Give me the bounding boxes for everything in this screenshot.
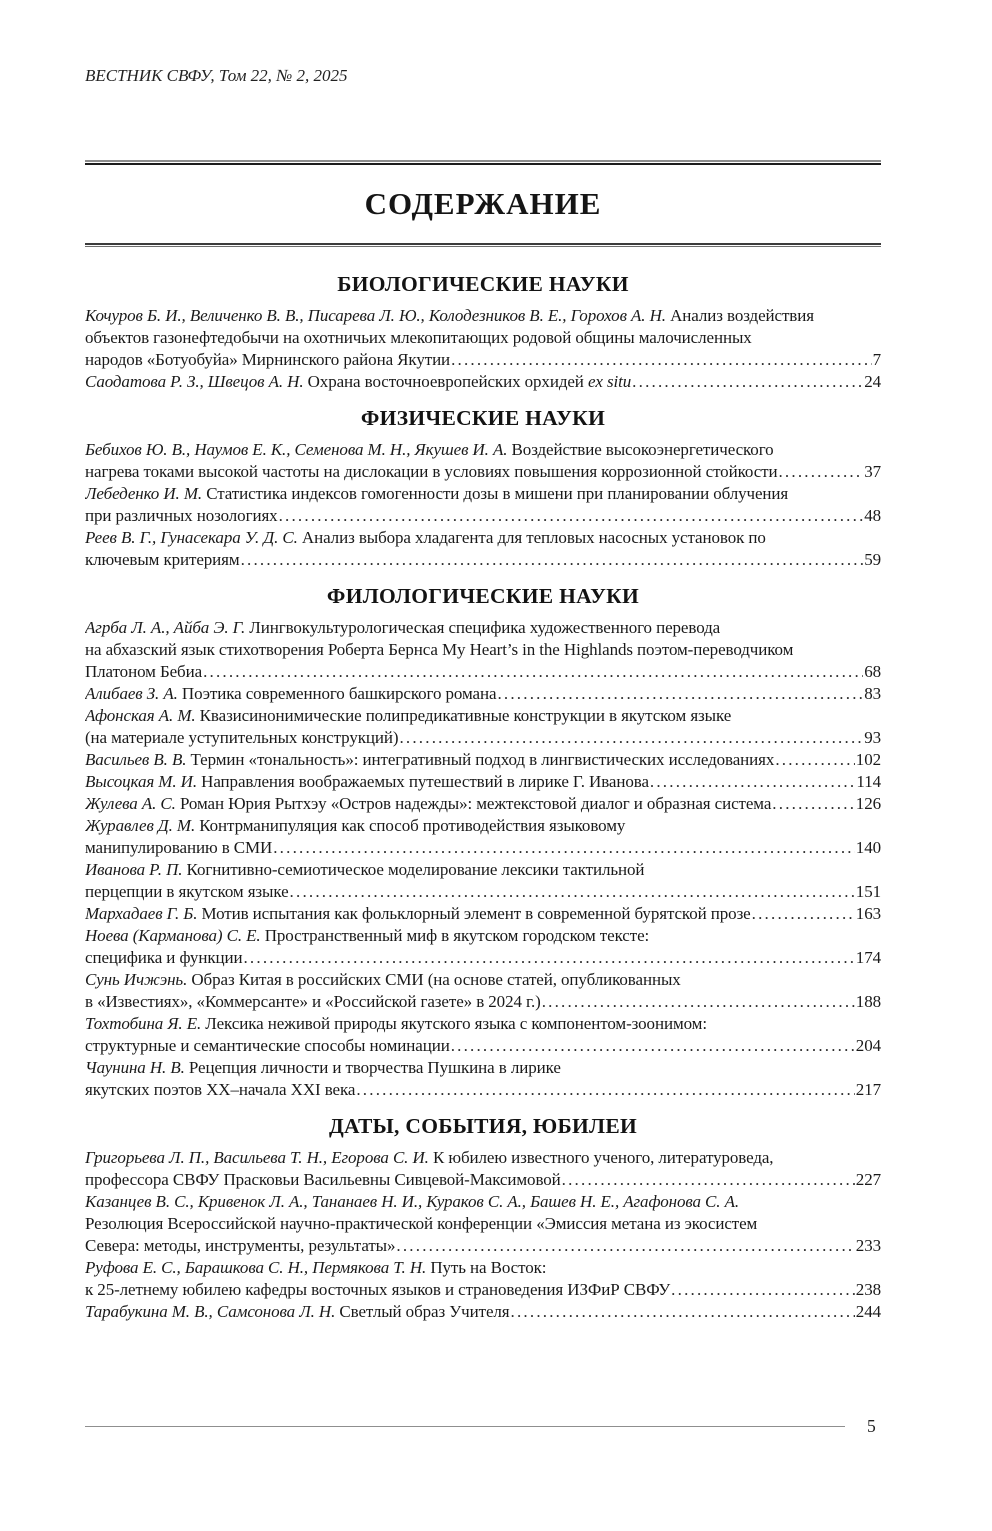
toc-title-text: (на материале уступительных конструкций) — [85, 728, 399, 747]
dot-leader — [399, 727, 863, 749]
toc-title-text: Лингвокультурологическая специфика художественного перевода — [245, 618, 721, 637]
toc-entry-text — [85, 816, 625, 835]
toc-authors: Алибаев З. А. — [85, 684, 178, 703]
toc-entry — [85, 793, 881, 815]
toc-entry-text — [85, 881, 289, 903]
double-rule — [85, 160, 881, 165]
toc-entry — [85, 483, 881, 527]
toc-entry-line — [85, 527, 881, 549]
toc-entry-text — [85, 1058, 561, 1077]
toc-authors: Тарабукина М. В., Самсонова Л. Н. — [85, 1302, 336, 1321]
toc-entry — [85, 527, 881, 571]
toc-entry-line — [85, 1013, 881, 1035]
dot-leader — [243, 947, 854, 969]
toc-entry-line — [85, 793, 881, 815]
toc-entry-text — [85, 328, 752, 347]
toc-entry-text — [85, 349, 450, 371]
toc-page-number: 204 — [855, 1036, 881, 1055]
toc-entry-line — [85, 639, 881, 661]
dot-leader — [241, 549, 864, 571]
toc-title-text: в «Известиях», «Коммерсанте» и «Российской газете» в 2024 г.) — [85, 992, 541, 1011]
toc-entry-line — [85, 305, 881, 327]
toc-authors: Ноева (Карманова) С. Е. — [85, 926, 261, 945]
toc-authors: Иванова Р. П. — [85, 860, 183, 879]
toc-entry-line — [85, 925, 881, 947]
toc-entry-text — [85, 837, 272, 859]
toc-entry — [85, 705, 881, 749]
toc-entry-line — [85, 483, 881, 505]
toc-page-number: 233 — [855, 1236, 881, 1255]
toc-entry-text — [85, 661, 202, 683]
toc-page-number: 238 — [855, 1280, 881, 1299]
toc-title-text: к 25-летнему юбилею кафедры восточных языков и страноведения ИЗФиР СВФУ — [85, 1280, 671, 1299]
toc-entry-text — [85, 1235, 395, 1257]
toc-page-number: 59 — [864, 550, 881, 569]
toc-title-text: профессора СВФУ Прасковьи Васильевны Сивцевой-Максимовой — [85, 1170, 561, 1189]
dot-leader — [562, 1169, 855, 1191]
toc-title-text: якутских поэтов ХХ–начала XXI века — [85, 1080, 356, 1099]
toc-entry-line — [85, 1147, 881, 1169]
toc-entry-text — [85, 771, 649, 793]
toc-title-text: Мотив испытания как фольклорный элемент в современной бурятской прозе — [197, 904, 751, 923]
toc-entry — [85, 925, 881, 969]
toc-title-text: Образ Китая в российских СМИ (на основе статей, опубликованных — [187, 970, 681, 989]
toc-entry-line — [85, 815, 881, 837]
toc-page-number: 7 — [872, 350, 881, 369]
toc-entry-line — [85, 1057, 881, 1079]
toc-entry-text — [85, 683, 496, 705]
page-content — [85, 0, 881, 1323]
toc-entry-line — [85, 881, 881, 903]
toc-title-text: структурные и семантические способы номинации — [85, 1036, 450, 1055]
toc-authors: Григорьева Л. П., Васильева Т. Н., Егорова С. И. — [85, 1148, 429, 1167]
toc-title-text: Роман Юрия Рытхэу «Остров надежды»: межтекстовой диалог и образная система — [175, 794, 772, 813]
toc-page-number: 68 — [864, 662, 881, 681]
toc-authors: Саодатова Р. З., Швецов А. Н. — [85, 372, 304, 391]
dot-leader — [290, 881, 855, 903]
toc-title-text: Лексика неживой природы якутского языка с компонентом-зоонимом: — [201, 1014, 707, 1033]
toc-entry — [85, 771, 881, 793]
toc-entry-text — [85, 970, 681, 989]
toc-title-text: Когнитивно-семиотическое моделирование лексики тактильной — [182, 860, 645, 879]
toc-entry-text — [85, 461, 777, 483]
toc-entry-text — [85, 640, 793, 659]
toc-entry-line — [85, 1235, 881, 1257]
toc-entry-line — [85, 859, 881, 881]
dot-leader — [279, 505, 864, 527]
toc-title-text: Поэтика современного башкирского романа — [177, 684, 497, 703]
toc-entry-text — [85, 484, 788, 503]
toc-entry-text — [85, 440, 774, 459]
toc-entry-line — [85, 1279, 881, 1301]
toc-page-number: 140 — [855, 838, 881, 857]
dot-leader — [752, 903, 855, 925]
toc-entry — [85, 305, 881, 371]
toc-entry-line — [85, 705, 881, 727]
toc-entry-line — [85, 1035, 881, 1057]
toc-entry-text — [85, 1192, 739, 1211]
toc-entry — [85, 617, 881, 683]
toc-entry-text — [85, 1079, 355, 1101]
toc-authors: Васильев В. В. — [85, 750, 187, 769]
toc-entry-line — [85, 771, 881, 793]
toc-page-number: 163 — [855, 904, 881, 923]
toc-entry-line — [85, 1169, 881, 1191]
toc-page-number: 114 — [856, 772, 881, 791]
dot-leader — [542, 991, 855, 1013]
toc-title-text: Анализ воздействия — [665, 306, 814, 325]
toc-entry-line — [85, 461, 881, 483]
dot-leader — [511, 1301, 855, 1323]
toc-entry-text — [85, 306, 814, 325]
toc-title-text: ключевым критериям — [85, 550, 240, 569]
toc-entry — [85, 1257, 881, 1301]
toc-title-text: Анализ выбора хладагента для тепловых насосных установок по — [297, 528, 766, 547]
toc-title-text: Севера: методы, инструменты, результаты» — [85, 1236, 396, 1255]
toc-entry-text — [85, 947, 242, 969]
toc-title-text: Контрманипуляция как способ противодействия языковому — [195, 816, 626, 835]
toc-entry-line — [85, 749, 881, 771]
toc-authors: Казанцев В. С., Кривенок Л. А., Тананаев Н. И., Кураков С. А., Башев Н. Е., Агафонова С. А. — [85, 1192, 740, 1211]
toc-entry-text — [85, 1148, 773, 1167]
dot-leader — [451, 349, 872, 371]
toc-entry — [85, 815, 881, 859]
dot-leader — [775, 749, 854, 771]
dot-leader — [273, 837, 855, 859]
toc-page-number: 227 — [855, 1170, 881, 1189]
toc-entry-text — [85, 749, 774, 771]
toc-page-number: 48 — [864, 506, 881, 525]
dot-leader — [451, 1035, 855, 1057]
toc-entry-line — [85, 969, 881, 991]
toc-title-text: Резолюция Всероссийской научно-практической конференции «Эмиссия метана из экосистем — [85, 1214, 758, 1233]
toc-title-text: Термин «тональность»: интегративный подход в лингвистических исследованиях — [186, 750, 775, 769]
toc-entry-text — [85, 371, 631, 393]
toc-entry — [85, 371, 881, 393]
toc-title-text: манипулированию в СМИ — [85, 838, 273, 857]
toc-entry-text — [85, 706, 731, 725]
dot-leader — [356, 1079, 854, 1101]
toc-entry-text — [85, 505, 278, 527]
toc-authors: Жулева А. С. — [85, 794, 176, 813]
toc-page-number: 151 — [855, 882, 881, 901]
toc-entry-text — [85, 1279, 670, 1301]
toc-title-text: Статистика индексов гомогенности дозы в мишени при планировании облучения — [202, 484, 789, 503]
toc-title-text: Направления воображаемых путешествий в лирике Г. Иванова — [197, 772, 649, 791]
toc-entry-text — [85, 1214, 757, 1233]
toc-title-text: Пространственный миф в якутском городском тексте: — [260, 926, 650, 945]
toc-page-number: 93 — [864, 728, 881, 747]
toc-entry-line — [85, 1191, 881, 1213]
toc-entry-line — [85, 349, 881, 371]
toc-title-text: нагрева токами высокой частоты на дислокации в условиях повышения коррозионной стойкости — [85, 462, 778, 481]
toc-entry — [85, 439, 881, 483]
dot-leader — [497, 683, 863, 705]
toc-entry-line — [85, 1213, 881, 1235]
toc-entry-line — [85, 683, 881, 705]
toc-authors: Бебихов Ю. В., Наумов Е. К., Семенова М. Н., Якушев И. А. — [85, 440, 508, 459]
toc-entry — [85, 1057, 881, 1101]
toc-entry-text — [85, 618, 720, 637]
toc-entry-text — [85, 903, 751, 925]
toc-entry — [85, 969, 881, 1013]
page-footer — [85, 1416, 881, 1437]
toc-authors: Тохтобина Я. Е. — [85, 1014, 202, 1033]
toc-title-text: К юбилею известного ученого, литературоведа, — [428, 1148, 774, 1167]
toc-authors: Сунь Ичжэнь. — [85, 970, 188, 989]
toc-entry-text — [85, 1169, 561, 1191]
toc-entry-line — [85, 505, 881, 527]
toc-authors: ex situ — [587, 372, 632, 391]
dot-leader — [778, 461, 863, 483]
toc-authors: Мархадаев Г. Б. — [85, 904, 198, 923]
toc-entry-line — [85, 947, 881, 969]
section-heading: ФИЛОЛОГИЧЕСКИЕ НАУКИ — [326, 584, 640, 608]
toc-title-text: народов «Ботуобуйа» Мирнинского района Якутии — [85, 350, 451, 369]
toc-entry-line — [85, 837, 881, 859]
toc-entry — [85, 1191, 881, 1257]
toc-entry-text — [85, 1301, 510, 1323]
single-rule — [85, 243, 881, 247]
section-heading: ФИЗИЧЕСКИЕ НАУКИ — [360, 406, 606, 430]
toc-title-text: Воздействие высокоэнергетического — [507, 440, 774, 459]
toc-title-text: при различных нозологиях — [85, 506, 278, 525]
toc-title-text: Путь на Восток: — [426, 1258, 547, 1277]
toc-entry — [85, 859, 881, 903]
toc-page-number: 188 — [855, 992, 881, 1011]
dot-leader — [650, 771, 856, 793]
toc-title-text: Квазисинонимические полипредикативные конструкции в якутском языке — [195, 706, 732, 725]
toc-title-text: Светлый образ Учителя — [335, 1302, 510, 1321]
dot-leader — [203, 661, 863, 683]
section-heading: ДАТЫ, СОБЫТИЯ, ЮБИЛЕИ — [328, 1114, 638, 1138]
toc-entry-line — [85, 903, 881, 925]
toc-entry-line — [85, 1257, 881, 1279]
toc-page-number: 24 — [864, 372, 881, 391]
toc-entry-line — [85, 327, 881, 349]
toc-entry-text — [85, 1258, 546, 1277]
toc-entry — [85, 903, 881, 925]
toc-page-number: 217 — [855, 1080, 881, 1099]
toc-page-number: 102 — [855, 750, 881, 769]
section-heading: БИОЛОГИЧЕСКИЕ НАУКИ — [337, 272, 629, 296]
dot-leader — [671, 1279, 855, 1301]
toc-page-number: 174 — [855, 948, 881, 967]
toc-page-number: 37 — [864, 462, 881, 481]
toc-title-text: Охрана восточноевропейских орхидей — [303, 372, 588, 391]
toc-title-text: на абхазский язык стихотворения Роберта Бернса My Heart’s in the Highlands поэтом-переводчиком — [85, 640, 794, 659]
toc-entry-line — [85, 661, 881, 683]
toc-page-number: 83 — [864, 684, 881, 703]
toc-title-text: перцепции в якутском языке — [85, 882, 289, 901]
toc-authors: Афонская А. М. — [85, 706, 196, 725]
toc-entry-line — [85, 371, 881, 393]
toc-entry — [85, 1013, 881, 1057]
toc-entry-text — [85, 860, 644, 879]
toc-authors: Агрба Л. А., Айба Э. Г. — [85, 618, 246, 637]
toc-entry-text — [85, 528, 766, 547]
toc-entry — [85, 749, 881, 771]
toc-entry-line — [85, 1301, 881, 1323]
toc-authors: Журавлев Д. М. — [85, 816, 196, 835]
toc-entry-text — [85, 727, 398, 749]
footer-page-number: 5 — [867, 1416, 876, 1436]
toc-authors: Чаунина Н. В. — [85, 1058, 185, 1077]
toc-page-number: 244 — [855, 1302, 881, 1321]
toc-entry — [85, 1301, 881, 1323]
toc-entry-line — [85, 439, 881, 461]
toc-entry-text — [85, 1014, 707, 1033]
toc-entry-line — [85, 991, 881, 1013]
toc-entry-line — [85, 549, 881, 571]
toc-entry-text — [85, 549, 240, 571]
journal-header: ВЕСТНИК СВФУ, Том 22, № 2, 2025 — [85, 66, 348, 85]
toc-authors: Высоцкая М. И. — [85, 772, 197, 791]
toc-title-text: Платоном Бебиа — [85, 662, 203, 681]
toc-entry-text — [85, 1035, 450, 1057]
toc-authors: Лебеденко И. М. — [85, 484, 203, 503]
toc-entry-text — [85, 793, 771, 815]
dot-leader — [396, 1235, 854, 1257]
toc-title-text: Рецепция личности и творчества Пушкина в лирике — [184, 1058, 561, 1077]
footer-rule — [85, 1426, 845, 1427]
toc-entry-line — [85, 617, 881, 639]
toc-entry-text — [85, 991, 541, 1013]
toc-authors: Руфова Е. С., Барашкова С. Н., Пермякова Т. Н. — [85, 1258, 427, 1277]
toc-entry — [85, 1147, 881, 1191]
dot-leader — [772, 793, 855, 815]
toc-entry-text — [85, 926, 649, 945]
toc-entry-line — [85, 1079, 881, 1101]
page-title: СОДЕРЖАНИЕ — [364, 186, 602, 221]
toc-authors: Реев В. Г., Гунасекара У. Д. С. — [85, 528, 298, 547]
toc-entry — [85, 683, 881, 705]
toc-title-text: специфика и функции — [85, 948, 243, 967]
toc — [85, 272, 881, 1323]
toc-entry-line — [85, 727, 881, 749]
dot-leader — [632, 371, 863, 393]
toc-authors: Кочуров Б. И., Величенко В. В., Писарева Л. Ю., Колодезников В. Е., Горохов А. Н. — [85, 306, 666, 325]
toc-page-number: 126 — [855, 794, 881, 813]
toc-title-text: объектов газонефтедобычи на охотничьих млекопитающих родовой общины малочисленных — [85, 328, 752, 347]
